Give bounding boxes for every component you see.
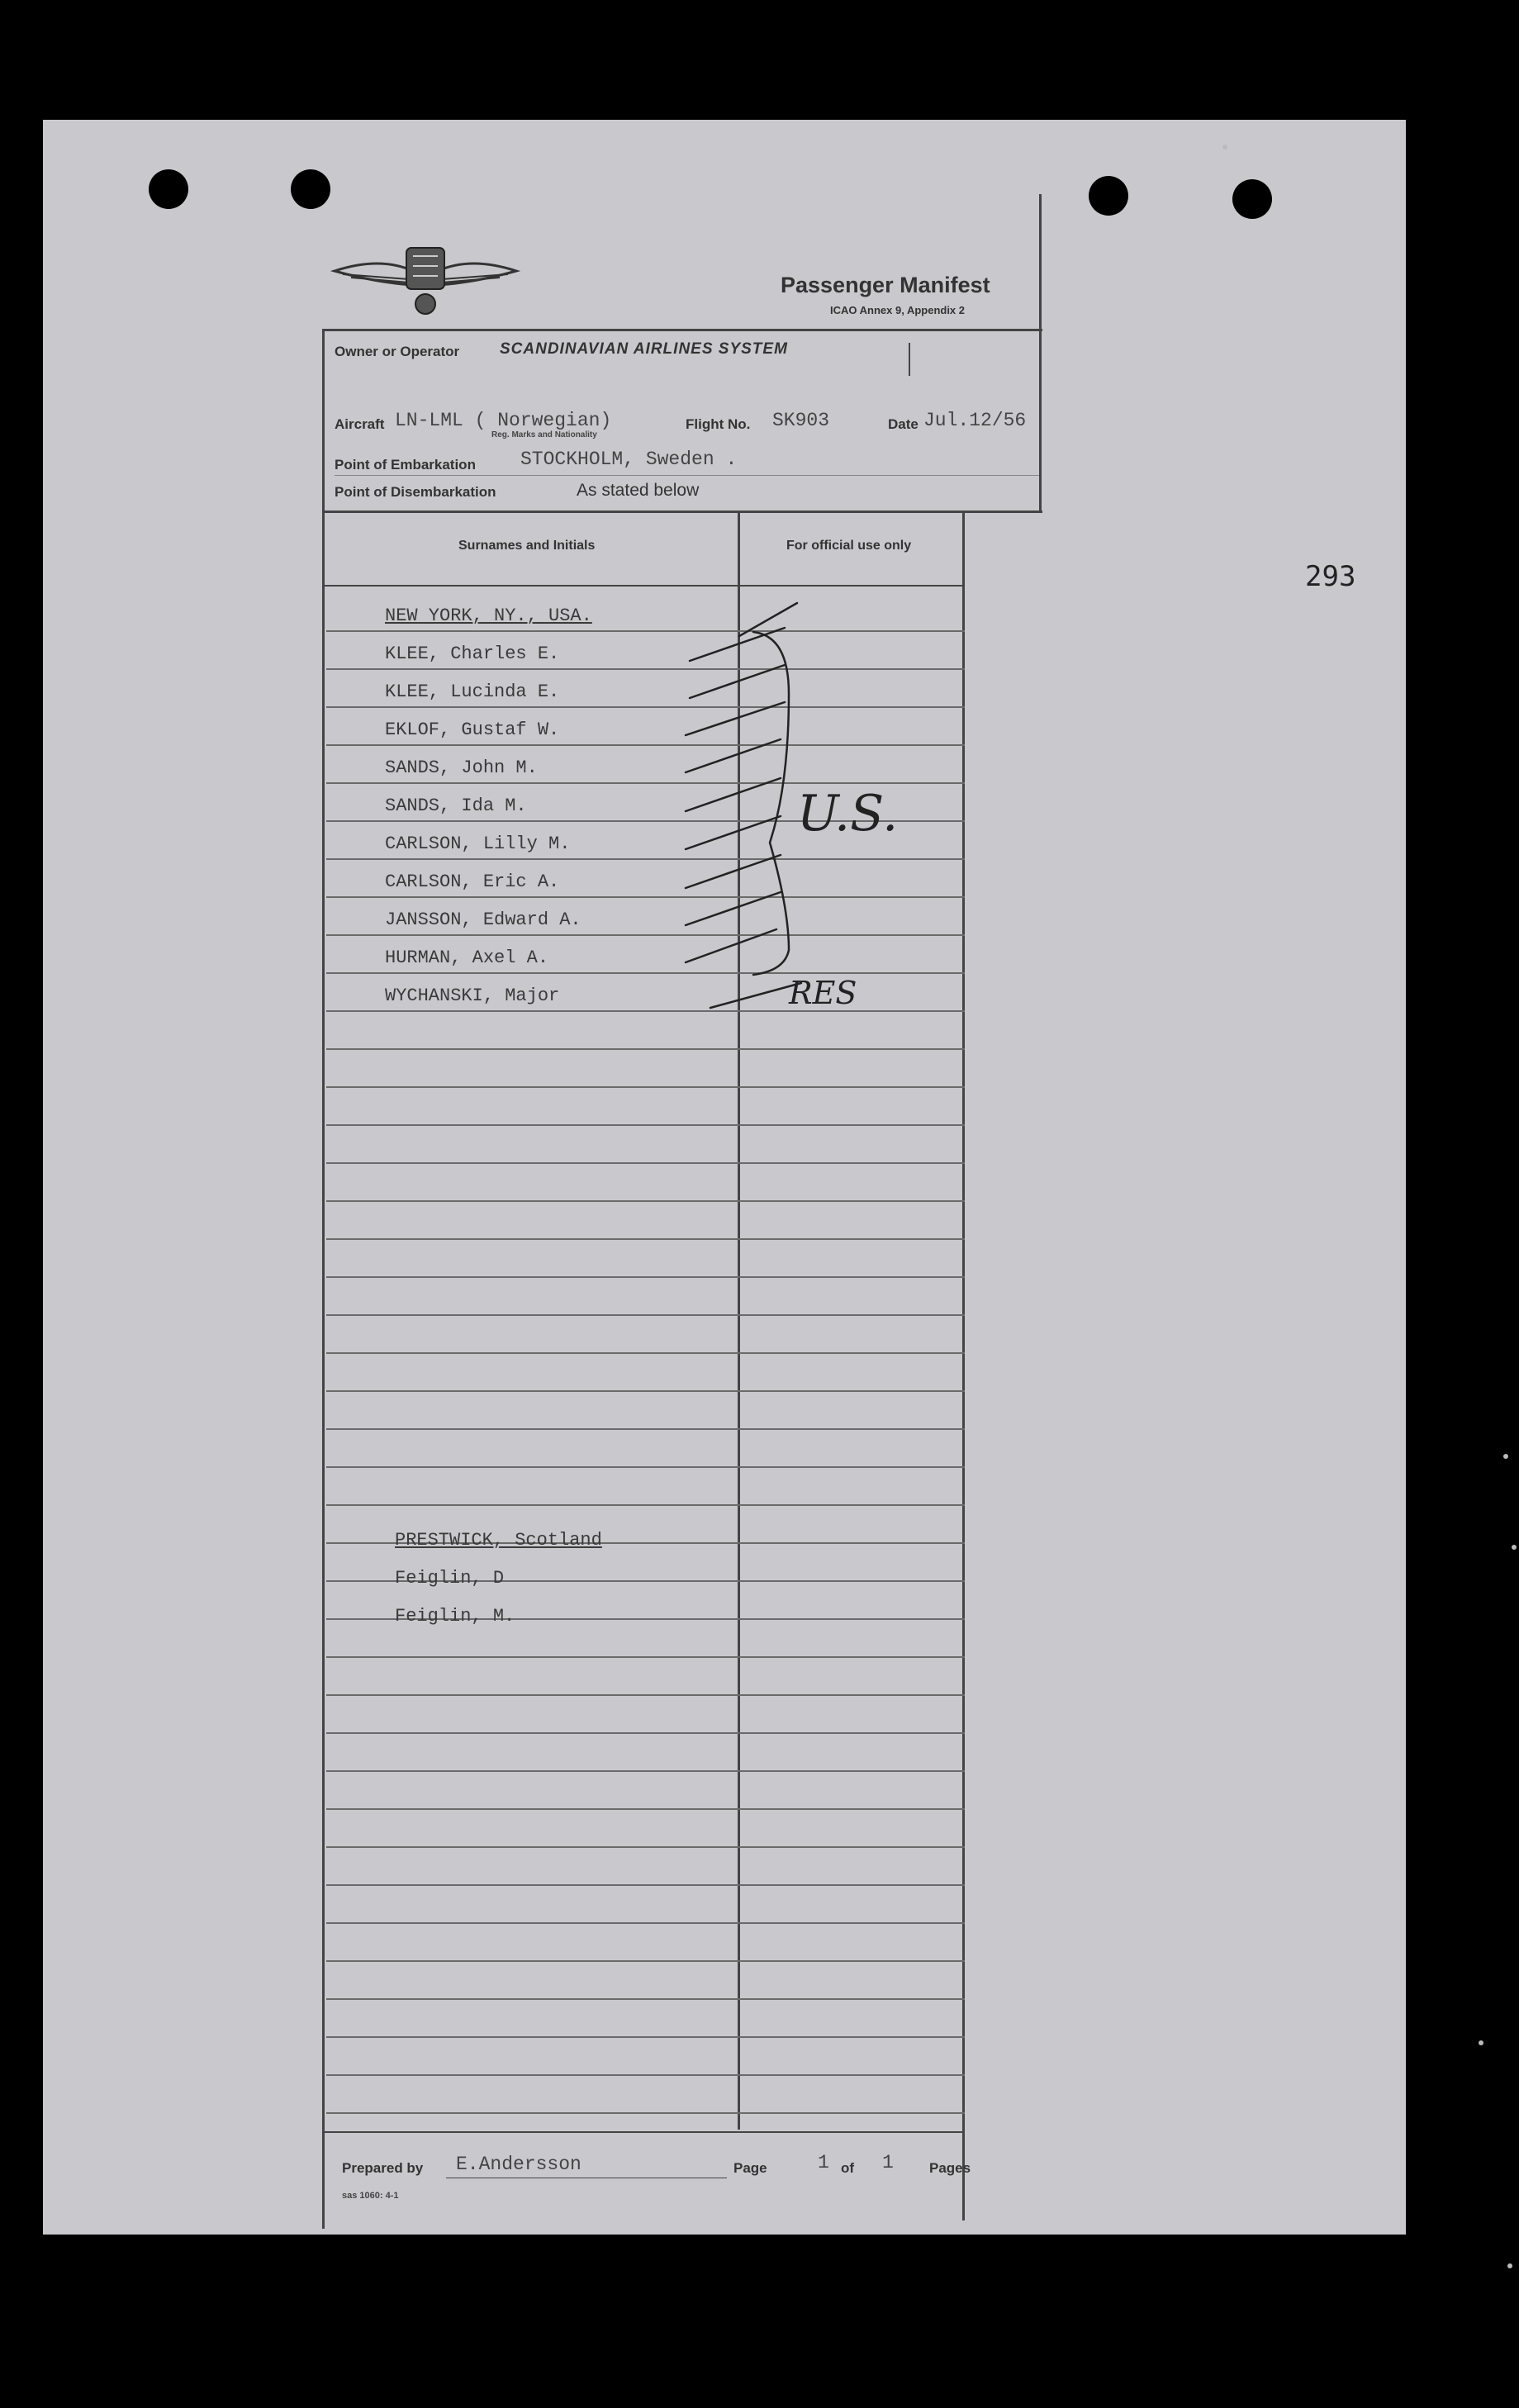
- owner-tick: [909, 343, 910, 376]
- ruled-line: [326, 1428, 965, 1430]
- ruled-line: [326, 1960, 965, 1962]
- pages-label: Pages: [929, 2160, 971, 2176]
- scan-speck: [1503, 1454, 1508, 1459]
- disembark-value: As stated below: [577, 481, 700, 500]
- scan-speck: [1507, 2263, 1512, 2268]
- prepared-by-value: E.Andersson: [456, 2154, 581, 2175]
- ruled-line: [326, 1390, 965, 1392]
- column-header-rule: [325, 585, 965, 587]
- ruled-line: [326, 1770, 965, 1772]
- flight-value: SK903: [772, 410, 830, 431]
- reg-marks-label: Reg. Marks and Nationality: [491, 430, 597, 439]
- scan-speck: [1512, 1545, 1517, 1550]
- disembark-label: Point of Disembarkation: [335, 484, 496, 500]
- punch-hole: [1232, 179, 1272, 219]
- passenger-name: SANDS, Ida M.: [385, 796, 527, 816]
- passenger-name: Feiglin, M.: [395, 1606, 515, 1627]
- ruled-line: [326, 1884, 965, 1886]
- handwritten-us-note: U.S.: [797, 785, 899, 843]
- ruled-line: [326, 1846, 965, 1848]
- date-value: Jul.12/56: [923, 410, 1027, 431]
- page-value: 1: [818, 2152, 829, 2173]
- destination-heading: PRESTWICK, Scotland: [395, 1530, 602, 1551]
- page-number-stamp: 293: [1305, 560, 1356, 593]
- punch-hole: [1089, 176, 1128, 216]
- ruled-line: [326, 1352, 965, 1354]
- manifest-title: Passenger Manifest: [781, 273, 990, 297]
- document-page: [43, 120, 1406, 2235]
- owner-value: SCANDINAVIAN AIRLINES SYSTEM: [500, 340, 788, 358]
- passenger-name: WYCHANSKI, Major: [385, 986, 560, 1006]
- date-label: Date: [888, 416, 919, 432]
- of-label: of: [841, 2160, 855, 2176]
- ruled-line: [326, 2112, 965, 2114]
- ruled-line: [326, 2036, 965, 2038]
- destination-heading: NEW YORK, NY., USA.: [385, 606, 592, 626]
- table-bottom-rule: [325, 2131, 965, 2133]
- prepared-by-label: Prepared by: [342, 2160, 424, 2176]
- passenger-name: CARLSON, Eric A.: [385, 872, 560, 892]
- handwritten-initials: RES: [789, 975, 857, 1011]
- passenger-name: JANSSON, Edward A.: [385, 910, 581, 930]
- header-block-bottom: [322, 511, 1042, 513]
- passenger-name: KLEE, Charles E.: [385, 644, 560, 664]
- of-value: 1: [882, 2152, 894, 2173]
- embark-rule: [335, 475, 1041, 476]
- aircraft-label: Aircraft: [335, 416, 385, 432]
- scan-speck: [1222, 145, 1227, 150]
- passenger-name: CARLSON, Lilly M.: [385, 834, 571, 854]
- manifest-subtitle: ICAO Annex 9, Appendix 2: [830, 304, 966, 316]
- ruled-line: [326, 1922, 965, 1924]
- form-left-edge: [322, 329, 325, 2229]
- ruled-line: [326, 1998, 965, 2000]
- flight-label: Flight No.: [686, 416, 751, 432]
- scan-speck: [1479, 2040, 1483, 2045]
- form-right-edge: [1039, 194, 1042, 512]
- ruled-line: [326, 2074, 965, 2076]
- ruled-line: [326, 1504, 965, 1506]
- ruled-line: [326, 1314, 965, 1316]
- ruled-line: [326, 1694, 965, 1696]
- names-column-header: Surnames and Initials: [458, 539, 596, 553]
- passenger-name: Feiglin, D: [395, 1568, 505, 1589]
- passenger-name: EKLOF, Gustaf W.: [385, 720, 560, 740]
- page-label: Page: [733, 2160, 767, 2176]
- table-right-edge: [962, 511, 965, 2220]
- ruled-line: [326, 1238, 965, 1240]
- ruled-line: [326, 1124, 965, 1126]
- owner-label: Owner or Operator: [335, 344, 460, 359]
- ruled-line: [326, 1162, 965, 1164]
- ruled-line: [326, 1466, 965, 1468]
- header-rule: [322, 329, 1042, 331]
- embark-value: STOCKHOLM, Sweden .: [520, 449, 738, 470]
- passenger-name: SANDS, John M.: [385, 758, 538, 778]
- ruled-line: [326, 1276, 965, 1278]
- airline-wings-logo: [330, 240, 520, 322]
- punch-hole: [149, 169, 188, 209]
- ruled-line: [326, 1732, 965, 1734]
- official-column-header: For official use only: [786, 539, 912, 553]
- ruled-line: [326, 1086, 965, 1088]
- embark-label: Point of Embarkation: [335, 457, 476, 473]
- ruled-line: [326, 1200, 965, 1202]
- punch-hole: [291, 169, 330, 209]
- aircraft-value: LN-LML ( Norwegian): [395, 410, 612, 431]
- passenger-name: KLEE, Lucinda E.: [385, 682, 560, 702]
- ruled-line: [326, 1656, 965, 1658]
- form-code: sas 1060: 4-1: [342, 2191, 399, 2201]
- ruled-line: [326, 1808, 965, 1810]
- ruled-line: [326, 1048, 965, 1050]
- passenger-name: HURMAN, Axel A.: [385, 948, 549, 968]
